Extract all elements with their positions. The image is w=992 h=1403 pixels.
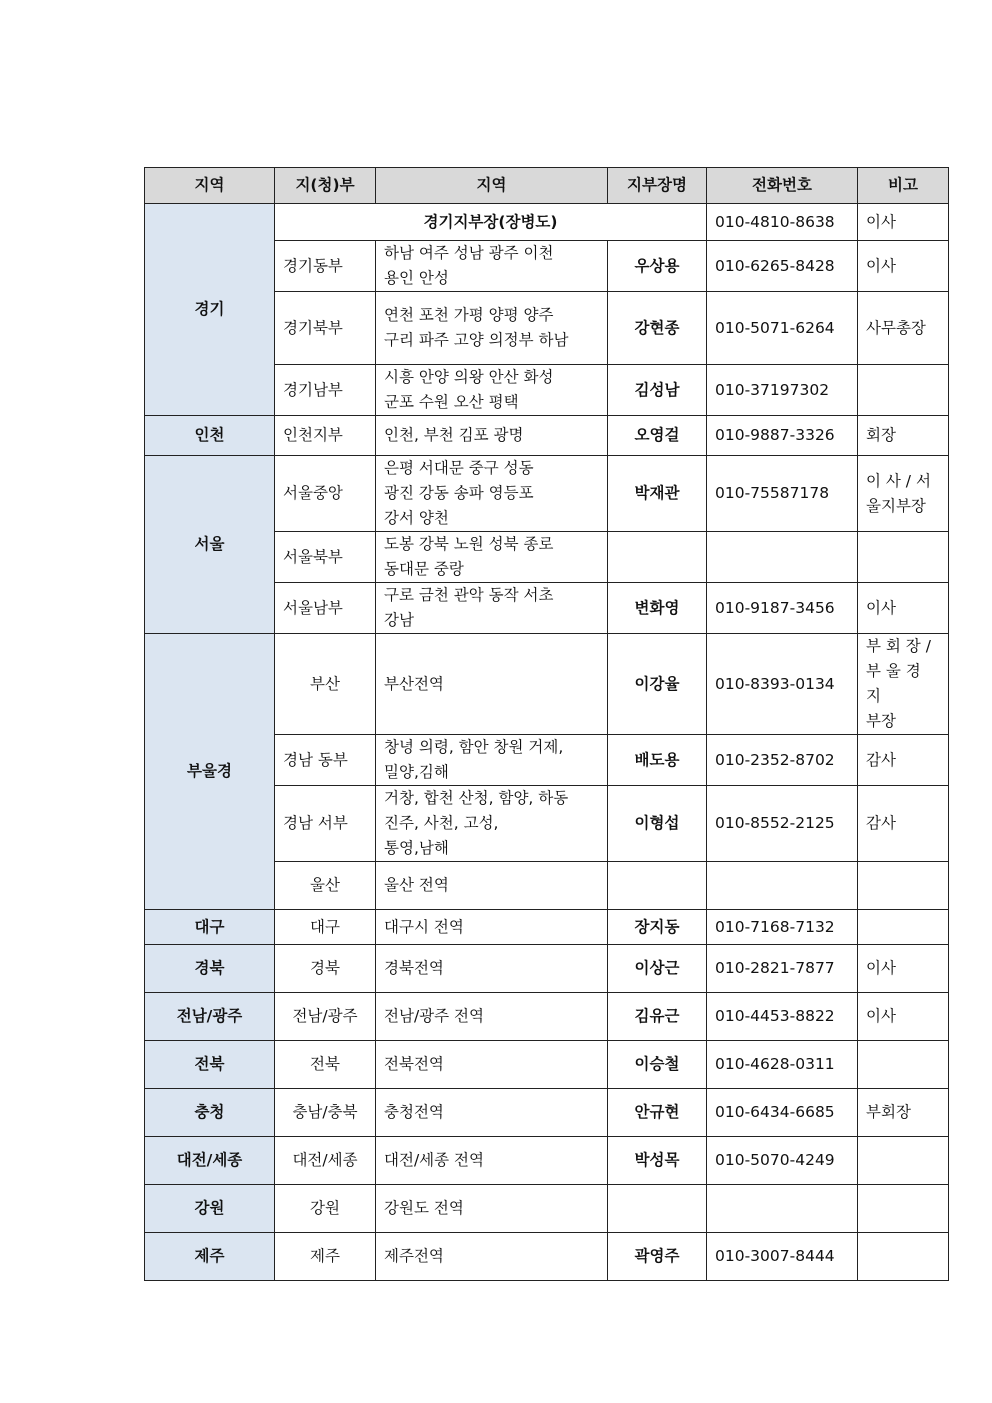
area-cell (376, 583, 608, 634)
area-line: 시흥 안양 의왕 안산 화성 (384, 368, 554, 386)
note-cell: 부회장 (858, 1089, 949, 1137)
area-line: 구리 파주 고양 의정부 하남 (384, 331, 569, 349)
branch-cell: 제주 (275, 1233, 376, 1281)
area-cell (376, 292, 608, 365)
table-row (145, 910, 949, 945)
phone-cell: 010-9887-3326 (707, 416, 858, 456)
header-region: 지역 (145, 168, 275, 204)
note-cell: 회장 (858, 416, 949, 456)
note-line: 부장 (866, 712, 896, 730)
area-line: 은평 서대문 중구 성동 (384, 459, 534, 477)
region-cell: 대전/세종 (145, 1137, 275, 1185)
area-cell (376, 786, 608, 862)
note-cell (858, 532, 949, 583)
phone-cell: 010-2352-8702 (707, 735, 858, 786)
note-cell: 감사 (858, 786, 949, 862)
area-cell: 인천, 부천 김포 광명 (376, 416, 608, 456)
head-office-cell: 경기지부장(장병도) (275, 204, 707, 241)
note-cell (858, 1041, 949, 1089)
note-line: 이 사 / 서 (866, 471, 931, 490)
table-header-row (145, 168, 949, 204)
table-row (145, 1233, 949, 1281)
area-line: 거창, 합천 산청, 함양, 하동 (384, 789, 569, 807)
area-cell: 울산 전역 (376, 862, 608, 910)
note-cell: 사무총장 (858, 292, 949, 365)
leader-cell: 곽영주 (608, 1233, 707, 1281)
branch-cell: 경남 서부 (275, 786, 376, 862)
area-cell: 대구시 전역 (376, 910, 608, 945)
phone-cell (707, 532, 858, 583)
table-row (145, 634, 949, 735)
area-line: 도봉 강북 노원 성북 종로 (384, 535, 554, 553)
leader-cell (608, 1185, 707, 1233)
area-line: 강서 양천 (384, 509, 449, 527)
phone-cell: 010-5070-4249 (707, 1137, 858, 1185)
leader-cell: 이승철 (608, 1041, 707, 1089)
leader-cell: 강현종 (608, 292, 707, 365)
leader-cell: 김성남 (608, 365, 707, 416)
phone-cell: 010-3007-8444 (707, 1233, 858, 1281)
header-leader: 지부장명 (608, 168, 707, 204)
phone-cell: 010-6265-8428 (707, 241, 858, 292)
branch-cell: 전북 (275, 1041, 376, 1089)
header-branch: 지(청)부 (275, 168, 376, 204)
area-cell (376, 365, 608, 416)
phone-cell: 010-9187-3456 (707, 583, 858, 634)
note-line: 부 울 경 지 (866, 662, 921, 705)
phone-cell: 010-4628-0311 (707, 1041, 858, 1089)
branch-cell: 강원 (275, 1185, 376, 1233)
branch-cell: 대구 (275, 910, 376, 945)
table-row (145, 1089, 949, 1137)
table-row (145, 1185, 949, 1233)
branch-cell: 경기동부 (275, 241, 376, 292)
note-cell (858, 862, 949, 910)
region-cell: 대구 (145, 910, 275, 945)
note-cell (858, 1137, 949, 1185)
phone-cell: 010-75587178 (707, 456, 858, 532)
branch-cell: 경기북부 (275, 292, 376, 365)
leader-cell: 이강율 (608, 634, 707, 735)
header-phone: 전화번호 (707, 168, 858, 204)
phone-cell: 010-8552-2125 (707, 786, 858, 862)
branch-cell: 서울남부 (275, 583, 376, 634)
area-line: 하남 여주 성남 광주 이천 (384, 244, 554, 262)
branch-cell: 서울북부 (275, 532, 376, 583)
phone-cell (707, 862, 858, 910)
phone-cell (707, 1185, 858, 1233)
branch-cell: 대전/세종 (275, 1137, 376, 1185)
note-cell (858, 1233, 949, 1281)
region-cell: 강원 (145, 1185, 275, 1233)
area-line: 연천 포천 가평 양평 양주 (384, 306, 554, 324)
header-note: 비고 (858, 168, 949, 204)
leader-cell: 장지동 (608, 910, 707, 945)
area-line: 통영,남해 (384, 839, 449, 857)
branch-cell: 인천지부 (275, 416, 376, 456)
area-cell: 충청전역 (376, 1089, 608, 1137)
phone-cell: 010-8393-0134 (707, 634, 858, 735)
table-row (145, 416, 949, 456)
leader-cell: 변화영 (608, 583, 707, 634)
region-cell: 경북 (145, 945, 275, 993)
phone-cell: 010-4453-8822 (707, 993, 858, 1041)
leader-cell (608, 532, 707, 583)
branch-cell: 서울중앙 (275, 456, 376, 532)
region-cell: 제주 (145, 1233, 275, 1281)
area-line: 동대문 중랑 (384, 560, 464, 578)
branch-cell: 전남/광주 (275, 993, 376, 1041)
branch-cell: 경기남부 (275, 365, 376, 416)
phone-cell: 010-7168-7132 (707, 910, 858, 945)
leader-cell: 박성목 (608, 1137, 707, 1185)
branch-cell: 울산 (275, 862, 376, 910)
phone-cell: 010-5071-6264 (707, 292, 858, 365)
area-line: 용인 안성 (384, 269, 449, 287)
phone-cell: 010-6434-6685 (707, 1089, 858, 1137)
leader-cell: 우상용 (608, 241, 707, 292)
phone-cell: 010-4810-8638 (707, 204, 858, 241)
branch-cell: 경북 (275, 945, 376, 993)
branch-cell: 경남 동부 (275, 735, 376, 786)
area-line: 강남 (384, 611, 414, 629)
region-cell: 인천 (145, 416, 275, 456)
leader-cell: 안규현 (608, 1089, 707, 1137)
table-row (145, 993, 949, 1041)
leader-cell: 김유근 (608, 993, 707, 1041)
leader-cell (608, 862, 707, 910)
area-line: 구로 금천 관악 동작 서초 (384, 586, 554, 604)
leader-cell: 오영걸 (608, 416, 707, 456)
phone-cell: 010-2821-7877 (707, 945, 858, 993)
header-area: 지역 (376, 168, 608, 204)
area-cell: 전북전역 (376, 1041, 608, 1089)
note-cell (858, 1185, 949, 1233)
region-cell: 전남/광주 (145, 993, 275, 1041)
region-cell: 충청 (145, 1089, 275, 1137)
table-row (145, 456, 949, 532)
branch-cell: 부산 (275, 634, 376, 735)
note-cell: 이사 (858, 945, 949, 993)
note-cell: 이사 (858, 583, 949, 634)
area-cell (376, 456, 608, 532)
leader-cell: 이형섭 (608, 786, 707, 862)
note-cell (858, 456, 949, 532)
region-cell: 경기 (145, 204, 275, 416)
area-cell: 제주전역 (376, 1233, 608, 1281)
region-cell: 전북 (145, 1041, 275, 1089)
note-cell (858, 365, 949, 416)
branch-directory-table (144, 167, 949, 1281)
note-line: 울지부장 (866, 496, 926, 515)
note-cell: 감사 (858, 735, 949, 786)
note-line: 부 회 장 / (866, 637, 931, 655)
table-row (145, 204, 949, 241)
area-cell: 대전/세종 전역 (376, 1137, 608, 1185)
note-cell: 이사 (858, 204, 949, 241)
leader-cell: 박재관 (608, 456, 707, 532)
area-cell: 부산전역 (376, 634, 608, 735)
area-cell: 경북전역 (376, 945, 608, 993)
table-row (145, 1041, 949, 1089)
note-cell (858, 634, 949, 735)
area-cell (376, 532, 608, 583)
area-line: 밀양,김해 (384, 763, 449, 781)
branch-cell: 충남/충북 (275, 1089, 376, 1137)
phone-cell: 010-37197302 (707, 365, 858, 416)
leader-cell: 배도용 (608, 735, 707, 786)
area-cell: 강원도 전역 (376, 1185, 608, 1233)
region-cell: 부울경 (145, 634, 275, 910)
note-cell (858, 910, 949, 945)
area-line: 창녕 의령, 함안 창원 거제, (384, 738, 564, 756)
leader-cell: 이상근 (608, 945, 707, 993)
table-row (145, 945, 949, 993)
note-cell: 이사 (858, 241, 949, 292)
area-line: 군포 수원 오산 평택 (384, 393, 519, 411)
table-row (145, 1137, 949, 1185)
area-cell (376, 241, 608, 292)
area-line: 진주, 사천, 고성, (384, 814, 499, 832)
note-cell: 이사 (858, 993, 949, 1041)
area-cell (376, 735, 608, 786)
region-cell: 서울 (145, 456, 275, 634)
area-line: 광진 강동 송파 영등포 (384, 484, 534, 502)
area-cell: 전남/광주 전역 (376, 993, 608, 1041)
